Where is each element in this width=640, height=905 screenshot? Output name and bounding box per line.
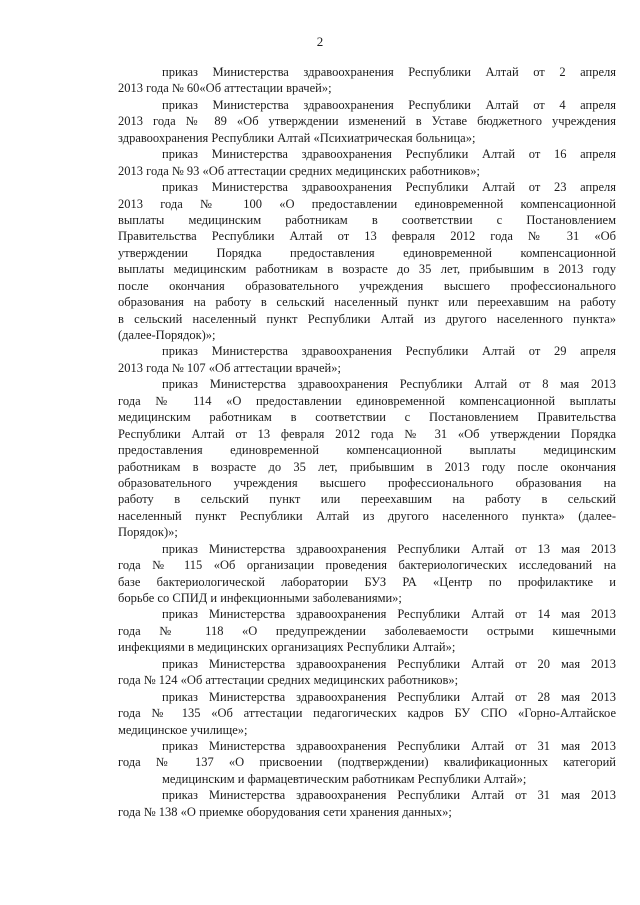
paragraph-line: работникам в возрасте до 35 лет, прибывшим в 2013 году после окончания (118, 459, 616, 474)
paragraph-line: года № 124 «Об аттестации средних медицинских работников»; (118, 673, 459, 688)
order-paragraph (118, 541, 616, 607)
paragraph-line: приказ Министерства здравоохранения Республики Алтай от 16 апреля (162, 147, 616, 162)
paragraph-line: 2013 года № 100 «О предоставлении единовременной компенсационной (118, 196, 616, 211)
paragraph-line: медицинским работникам в соответствии с Постановлением Правительства (118, 410, 616, 425)
paragraph-line: приказ Министерства здравоохранения Республики Алтай от 13 мая 2013 (162, 541, 616, 556)
paragraph-line: (далее-Порядок)»; (118, 328, 216, 342)
order-paragraph (118, 689, 616, 738)
paragraph-line: года № 118 «О предупреждении заболеваемости острыми кишечными (118, 623, 616, 638)
order-paragraph (118, 179, 616, 343)
order-paragraph (118, 146, 616, 179)
paragraph-line: образования на работу в сельский населенный пункт или переехавшим на работу (118, 295, 616, 310)
paragraph-line: приказ Министерства здравоохранения Республики Алтай от 31 мая 2013 (162, 738, 616, 753)
paragraph-line: медицинским и фармацевтическим работникам Республики Алтай»; (162, 771, 527, 786)
document-body (118, 64, 616, 820)
paragraph-line: приказ Министерства здравоохранения Республики Алтай от 2 апреля (162, 65, 616, 79)
order-paragraph (118, 376, 616, 540)
paragraph-line: года № 138 «О приемке оборудования сети хранения данных»; (118, 804, 452, 819)
paragraph-line: года № 114 «О предоставлении единовременной компенсационной выплаты (118, 393, 616, 408)
paragraph-line: приказ Министерства здравоохранения Республики Алтай от 29 апреля (162, 344, 616, 359)
paragraph-line: базе бактериологической лаборатории БУЗ РА «Центр по профилактике и (118, 574, 616, 589)
order-paragraph (118, 738, 616, 787)
paragraph-line: образовательного учреждения высшего профессионального образования на (118, 475, 616, 490)
paragraph-line: в сельский населенный пункт Республики Алтай из другого населенного пункта» (118, 311, 616, 326)
paragraph-line: Республики Алтай от 13 февраля 2012 года № 31 «Об утверждении Порядка (118, 426, 616, 441)
paragraph-line: приказ Министерства здравоохранения Республики Алтай от 14 мая 2013 (162, 607, 616, 622)
paragraph-line: утверждении Порядка предоставления единовременной компенсационной (118, 245, 616, 260)
order-paragraph (118, 606, 616, 655)
paragraph-line: 2013 года № 89 «Об утверждении изменений в Уставе бюджетного учреждения (118, 114, 616, 129)
paragraph-line: 2013 года № 60«Об аттестации врачей»; (118, 81, 332, 96)
paragraph-line: после окончания образовательного учреждения высшего профессионального (118, 278, 616, 293)
paragraph-line: инфекциями в медицинских организациях Республики Алтай»; (118, 640, 456, 655)
paragraph-line: предоставления единовременной компенсационной выплаты медицинским (118, 443, 616, 458)
paragraph-line: Порядок)»; (118, 525, 178, 540)
paragraph-line: приказ Министерства здравоохранения Республики Алтай от 20 мая 2013 (162, 656, 616, 671)
paragraph-line: приказ Министерства здравоохранения Республики Алтай от 4 апреля (162, 97, 616, 112)
paragraph-line: года № 137 «О присвоении (подтверждении) квалификационных категорий (118, 755, 616, 770)
paragraph-line: борьбе со СПИД и инфекционными заболеваниями»; (118, 591, 402, 605)
order-paragraph (118, 656, 616, 689)
page-number: 2 (316, 34, 324, 49)
order-paragraph (118, 343, 616, 376)
paragraph-line: приказ Министерства здравоохранения Республики Алтай от 23 апреля (162, 180, 616, 195)
paragraph-line: выплаты медицинским работникам в возрасте до 35 лет, прибывшим в 2013 году (118, 262, 616, 277)
paragraph-line: выплаты медицинским работникам в соответствии с Постановлением (118, 212, 616, 227)
order-paragraph (118, 97, 616, 146)
paragraph-line: работу в сельский пункт или переехавшим на работу в сельский (118, 492, 616, 507)
paragraph-line: приказ Министерства здравоохранения Республики Алтай от 28 мая 2013 (162, 689, 616, 704)
paragraph-line: 2013 года № 107 «Об аттестации врачей»; (118, 360, 341, 375)
paragraph-line: года № 135 «Об аттестации педагогических кадров БУ СПО «Горно-Алтайское (118, 706, 616, 721)
paragraph-line: 2013 года № 93 «Об аттестации средних медицинских работников»; (118, 163, 481, 178)
paragraph-line: здравоохранения Республики Алтай «Психиатрическая больница»; (118, 130, 476, 145)
paragraph-line: приказ Министерства здравоохранения Республики Алтай от 8 мая 2013 (162, 377, 616, 392)
paragraph-line: Правительства Республики Алтай от 13 февраля 2012 года № 31 «Об (118, 229, 616, 244)
order-paragraph (118, 787, 616, 820)
paragraph-line: приказ Министерства здравоохранения Республики Алтай от 31 мая 2013 (162, 788, 616, 803)
paragraph-line: медицинское училище»; (118, 722, 248, 737)
paragraph-line: года № 115 «Об организации проведения бактериологических исследований на (118, 558, 616, 573)
paragraph-line: населенный пункт Республики Алтай из другого населенного пункта» (далее- (118, 508, 616, 523)
order-paragraph (118, 64, 616, 97)
